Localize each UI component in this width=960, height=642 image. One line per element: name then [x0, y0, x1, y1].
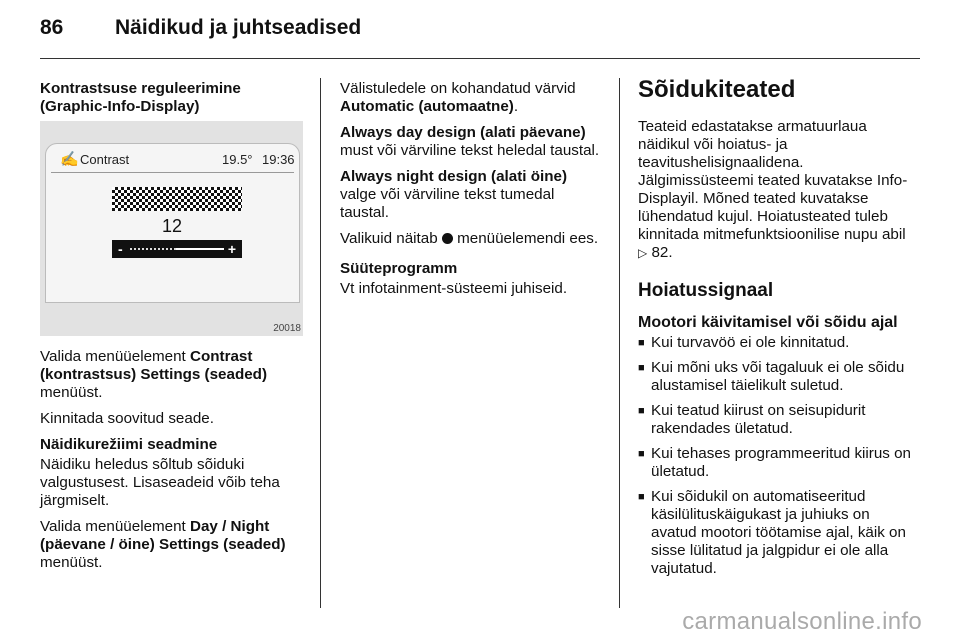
- list-item: ■ Kui tehases programmeeritud kiirus on ületatud.: [638, 445, 914, 481]
- plus-icon: +: [227, 241, 236, 257]
- list-item: ■ Kui mõni uks või tagaluuk ei ole sõidu alustamisel täielikult suletud.: [638, 359, 914, 395]
- contrast-pattern: [112, 187, 242, 211]
- section-title-vehicle-messages: Sõidukiteated: [638, 76, 796, 103]
- column-divider-left: [320, 78, 321, 608]
- screen-temperature: 19.5°: [222, 152, 253, 167]
- screen-menu-label: Contrast: [80, 152, 130, 167]
- page-title: Näidikud ja juhtseadised: [115, 16, 362, 39]
- column-divider-right: [619, 78, 620, 608]
- page-reference[interactable]: 82.: [651, 244, 673, 261]
- list-item: ■ Kui turvavöö ei ole kinnitatud.: [638, 334, 914, 352]
- paragraph: Kinnitada soovitud seade.: [40, 410, 214, 427]
- bullet-dot-icon: [442, 233, 453, 244]
- list-item: ■ Kui sõidukil on automatiseeritud käsilülituskäigukast ja juhiuks on avatud mootori töötamise ajal, käik on sisse lülitatud ja jalgpidur ei ole alla vajutatud.: [638, 488, 914, 578]
- page-number: 86: [40, 16, 64, 39]
- page-reference-icon: ▷: [638, 246, 648, 260]
- contrast-value: 12: [162, 216, 183, 236]
- figure-number: 20018: [273, 323, 301, 334]
- column-3: [638, 76, 914, 585]
- paragraph: Valida menüüelement Contrast (kontrastsus) Settings (seaded) menüüst.: [40, 348, 268, 401]
- section-heading-ignition: Süüteprogramm: [340, 260, 458, 277]
- paragraph: Valikuid näitab menüüelemendi ees.: [340, 230, 599, 247]
- contrast-icon: ✍: [60, 151, 79, 168]
- section-heading-contrast: Kontrastsuse reguleerimine (Graphic-Info-Display): [40, 80, 241, 115]
- column-1-body: [40, 348, 302, 580]
- paragraph: Välistuledele on kohandatud värvid Automatic (automaatne).: [340, 80, 576, 115]
- warning-list: [638, 334, 914, 578]
- minus-icon: -: [118, 241, 123, 257]
- paragraph: Teateid edastatakse armatuurlaua näidikul või hoiatus- ja teavitushelisignaalidena. Jälgimissüsteemi teated kuvatakse Info-Displayil. Mõned teated kuvatakse lühendatud kujul. Hoiatusteated tuleb kinnitada mitmefunktsioonilise nupu abil ▷ 82.: [638, 118, 908, 261]
- contrast-slider: [112, 240, 242, 258]
- screen-divider: [51, 172, 294, 173]
- watermark: carmanualsonline.info: [682, 608, 922, 635]
- paragraph: Valida menüüelement Day / Night (päevane / öine) Settings (seaded) menüüst.: [40, 518, 286, 571]
- list-item: ■ Kui teatud kiirust on seisupidurit rakendades ületatud.: [638, 402, 914, 438]
- screen-time: 19:36: [262, 152, 295, 167]
- slider-fill: [176, 248, 224, 250]
- section-heading-display-mode: Näidikurežiimi seadmine: [40, 436, 218, 453]
- subheading-engine: Mootori käivitamisel või sõidu ajal: [638, 314, 898, 331]
- paragraph: Näidiku heledus sõltub sõiduki valgustusest. Lisaseadeid võib teha järgmiselt.: [40, 456, 280, 509]
- column-1: [40, 80, 302, 118]
- display-screen: [45, 143, 300, 303]
- column-2: [340, 80, 604, 306]
- paragraph: Vt infotainment-süsteemi juhiseid.: [340, 280, 568, 297]
- section-title-warning-signal: Hoiatussignaal: [638, 280, 774, 301]
- header-rule: [40, 58, 920, 59]
- contrast-figure: [40, 121, 303, 336]
- paragraph: Always day design (alati päevane) must või värviline tekst heledal taustal.: [340, 124, 600, 159]
- paragraph: Always night design (alati öine) valge või värviline tekst tumedal taustal.: [340, 168, 567, 221]
